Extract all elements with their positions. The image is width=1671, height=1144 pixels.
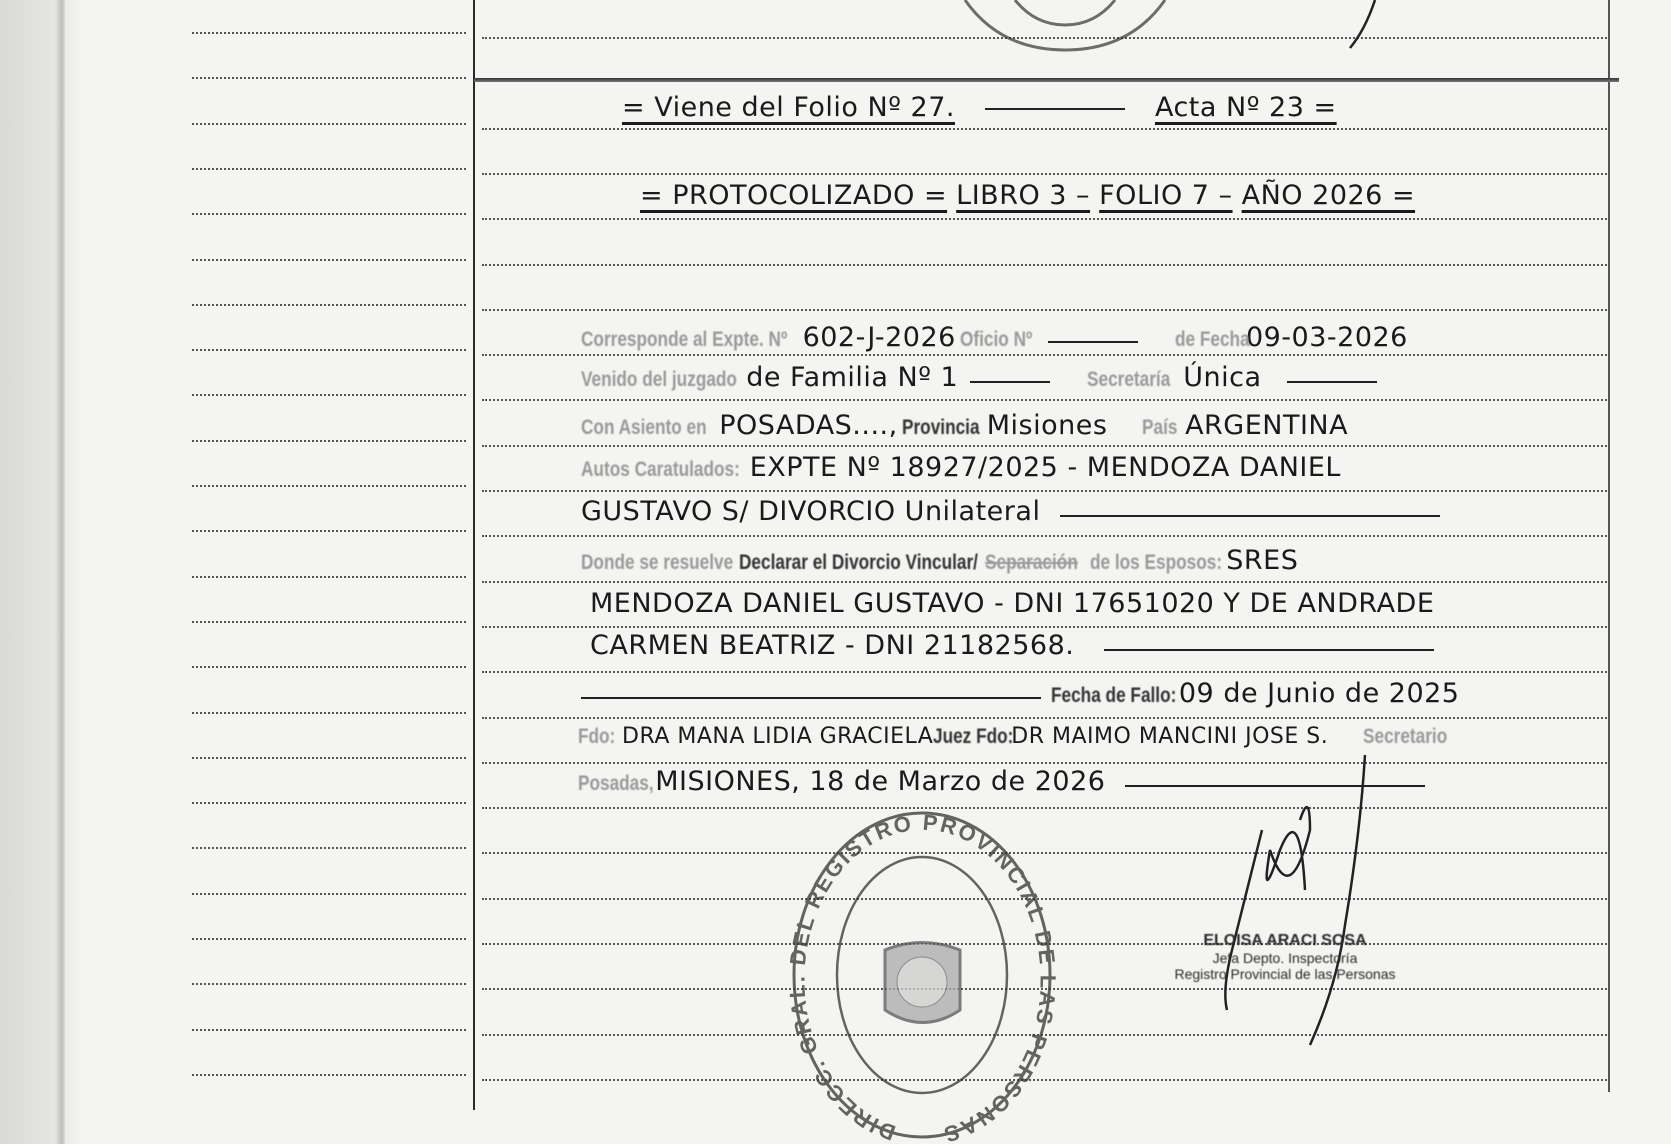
value-secretaria: Única xyxy=(1183,362,1262,393)
label-separacion-struck: Separación xyxy=(985,551,1078,574)
protocolizado: = PROTOCOLIZADO = xyxy=(640,180,948,211)
value-ciudad: POSADAS...., xyxy=(719,410,898,441)
signature-stamp xyxy=(1135,932,1435,982)
acta-number: Acta Nº 23 = xyxy=(1154,92,1337,123)
value-expte: 602-J-2026 xyxy=(802,322,956,353)
official-seal xyxy=(784,810,1060,1144)
label-secretario: Secretario xyxy=(1362,725,1447,748)
signer-name: ELOISA ARACI SOSA xyxy=(1203,932,1367,949)
value-esposos-2: MENDOZA DANIEL GUSTAVO - DNI 17651020 Y DE ANDRADE xyxy=(590,588,1435,619)
label-lugar: Posadas, xyxy=(578,772,654,795)
viene-folio: = Viene del Folio Nº 27. xyxy=(622,92,955,123)
label-juez: Juez Fdo: xyxy=(933,725,1014,748)
value-provincia: Misiones xyxy=(986,410,1108,441)
svg-text:DIRECC. GRAL. DEL REGISTRO PRO: DIRECC. GRAL. DEL REGISTRO PROVINCIAL DE LAS PERSONAS xyxy=(784,809,1061,1144)
value-juez: DRA MANA LIDIA GRACIELA xyxy=(622,724,934,749)
label-corresponde: Corresponde al Expte. Nº xyxy=(581,328,788,351)
label-fecha: de Fecha xyxy=(1174,328,1250,351)
value-sres: SRES xyxy=(1226,545,1299,576)
label-fdo: Fdo: xyxy=(578,725,616,748)
value-pais: ARGENTINA xyxy=(1185,410,1349,441)
value-fecha: 09-03-2026 xyxy=(1245,322,1408,353)
value-lugar-fecha: MISIONES, 18 de Marzo de 2026 xyxy=(655,766,1106,797)
handwritten-signature xyxy=(1225,0,1375,1045)
label-provincia: Provincia xyxy=(902,416,980,439)
label-secretaria: Secretaría xyxy=(1086,368,1170,391)
label-venido: Venido del juzgado xyxy=(581,368,737,391)
value-autos-2: GUSTAVO S/ DIVORCIO Unilateral xyxy=(581,496,1041,527)
folio: FOLIO 7 – xyxy=(1099,180,1233,211)
label-pais: País xyxy=(1141,416,1178,439)
value-autos: EXPTE Nº 18927/2025 - MENDOZA DANIEL xyxy=(749,452,1341,483)
signer-organization: Registro Provincial de las Personas xyxy=(1174,966,1396,982)
signer-title: Jefa Depto. Inspectoría xyxy=(1212,950,1358,966)
libro: LIBRO 3 – xyxy=(956,180,1091,211)
label-autos: Autos Caratulados: xyxy=(581,458,740,481)
label-donde: Donde se resuelve xyxy=(581,551,734,574)
value-esposos-3: CARMEN BEATRIZ - DNI 21182568. xyxy=(590,630,1075,661)
value-fecha-fallo: 09 de Junio de 2025 xyxy=(1178,678,1460,709)
value-juzgado: de Familia Nº 1 xyxy=(746,362,959,393)
label-divorcio-vincular: Declarar el Divorcio Vincular/ xyxy=(738,551,978,574)
value-secretario: DR MAIMO MANCINI JOSE S. xyxy=(1011,724,1329,749)
label-oficio: Oficio Nº xyxy=(960,328,1033,351)
anio: AÑO 2026 = xyxy=(1241,180,1416,211)
label-fecha-fallo: Fecha de Fallo: xyxy=(1051,684,1177,707)
label-asiento: Con Asiento en xyxy=(581,416,707,439)
label-esposos: de los Esposos: xyxy=(1090,551,1223,574)
top-partial-seal xyxy=(965,0,1165,50)
